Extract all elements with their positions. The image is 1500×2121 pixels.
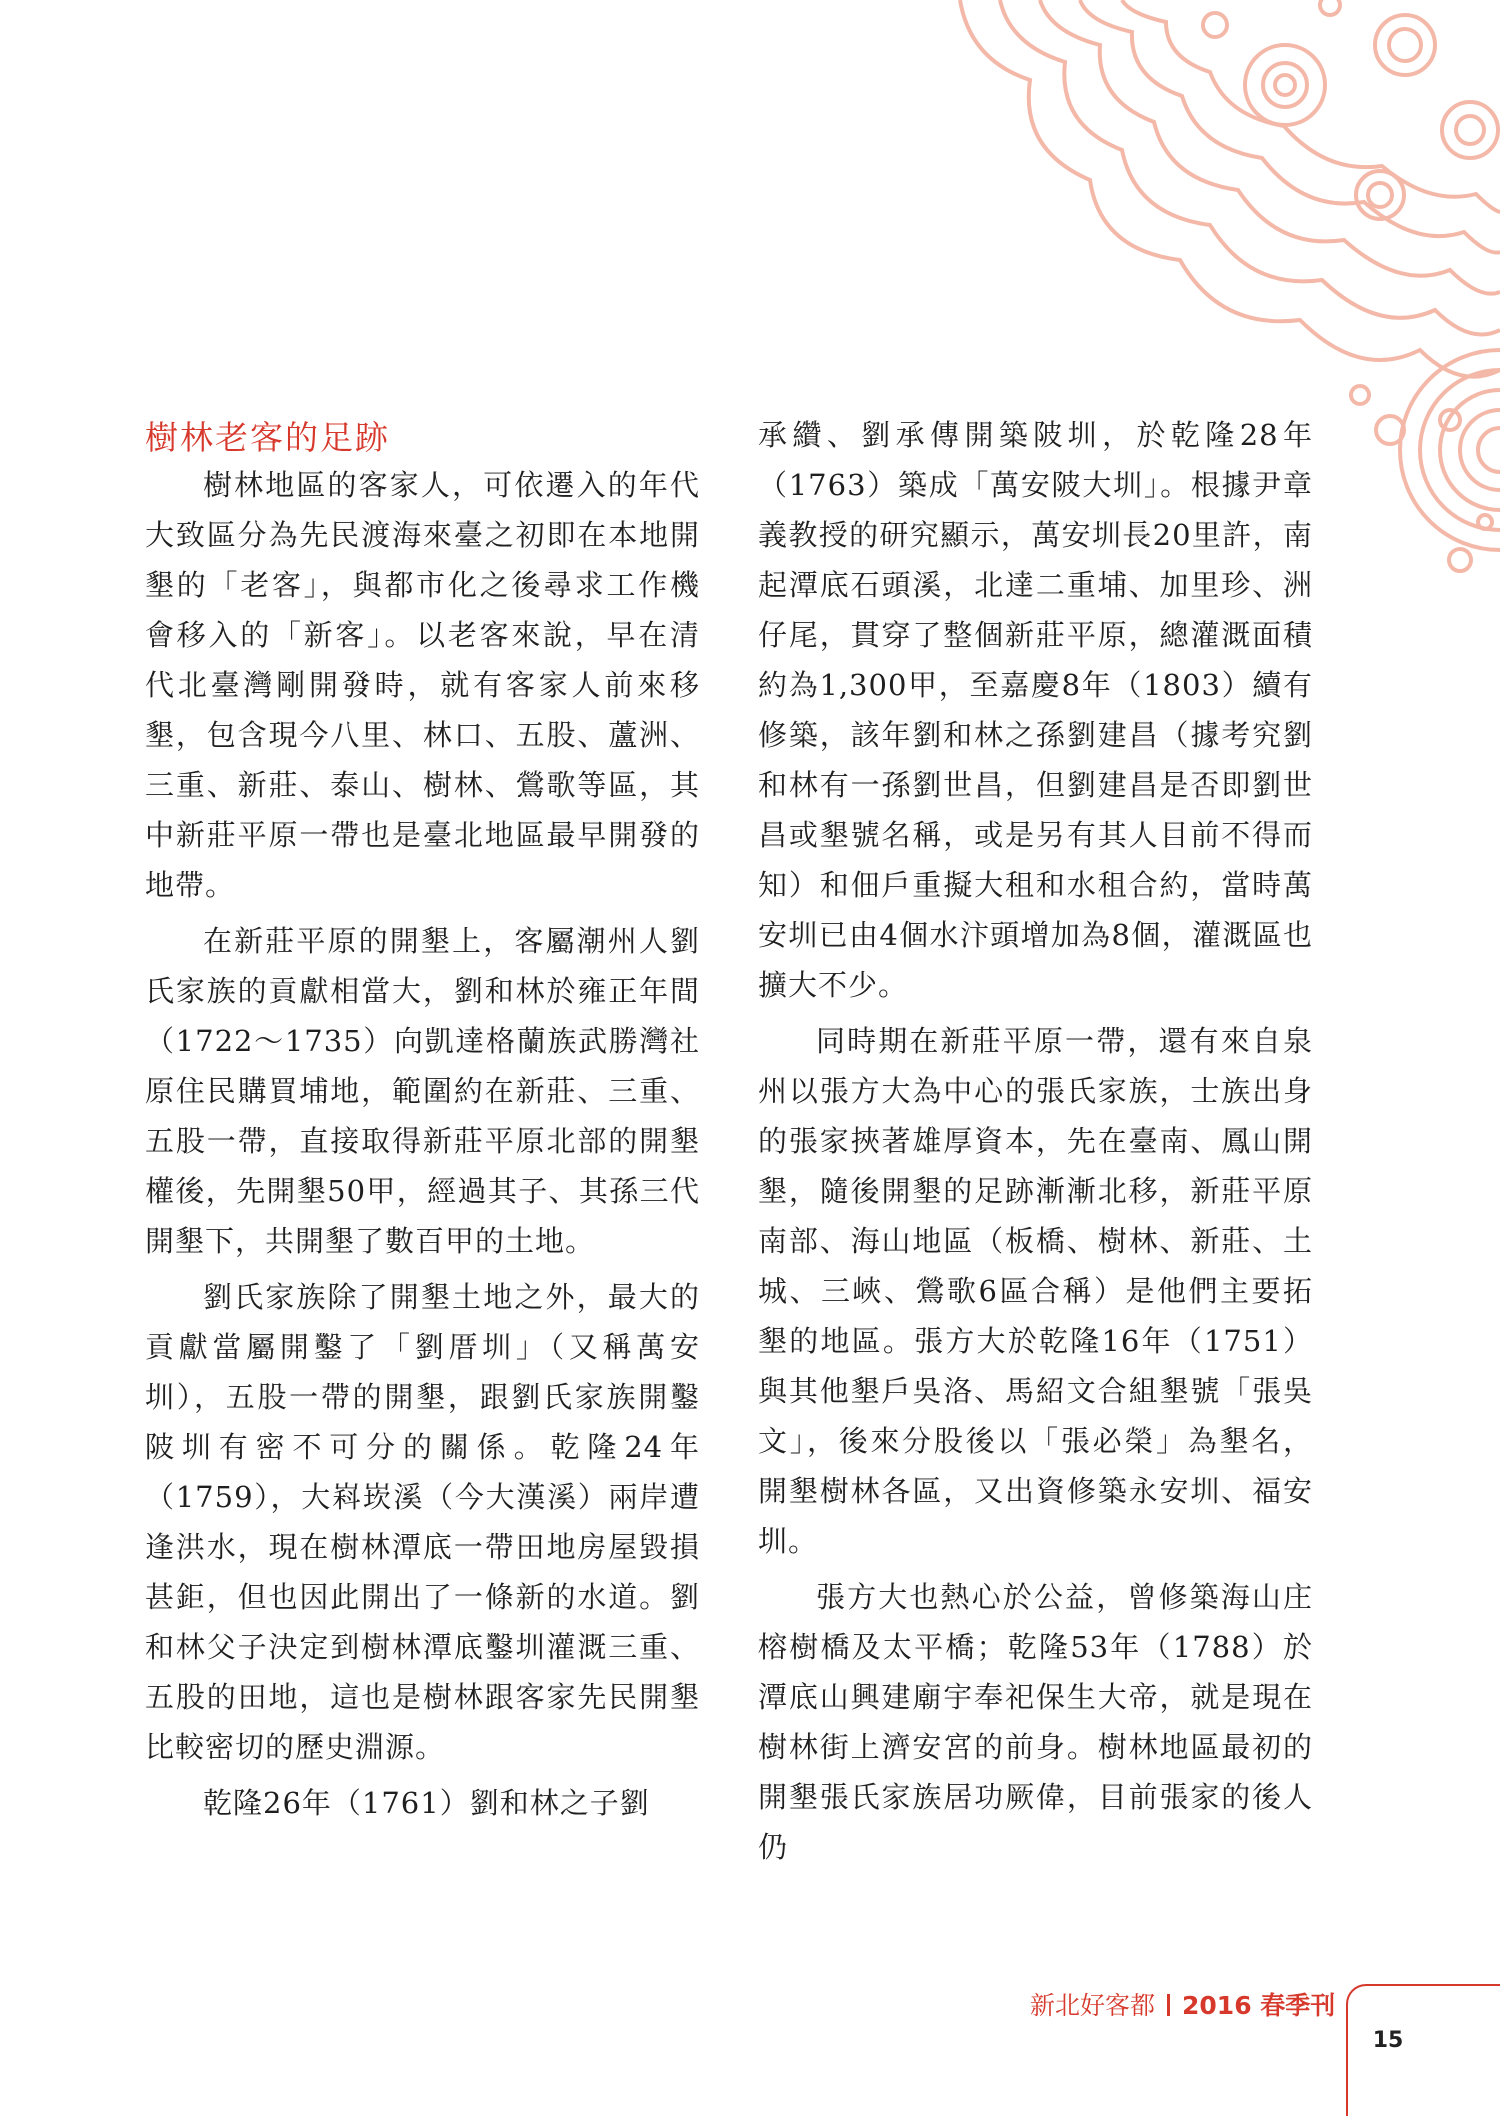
paragraph: 張方大也熱心於公益，曾修築海山庄榕樹橋及太平橋；乾隆53年（1788）於潭底山興建廟宇奉祀保生大帝，就是現在樹林街上濟安宮的前身。樹林地區最初的開墾張氏家族居功厥偉，目前張家的後人仍 (758, 1580, 1313, 1864)
paragraph: 在新莊平原的開墾上，客屬潮州人劉氏家族的貢獻相當大，劉和林於雍正年間（1722～1735）向凱達格蘭族武勝灣社原住民購買埔地，範圍約在新莊、三重、五股一帶，直接取得新莊平原北部的開墾權後，先開墾50甲，經過其子、其孫三代開墾下，共開墾了數百甲的土地。 (145, 924, 700, 1258)
paragraph: 劉氏家族除了開墾土地之外，最大的貢獻當屬開鑿了「劉厝圳」（又稱萬安圳），五股一帶的開墾，跟劉氏家族開鑿陂圳有密不可分的關係。乾隆24年（1759），大嵙崁溪（今大漢溪）兩岸遭逢洪水，現在樹林潭底一帶田地房屋毀損甚鉅，但也因此開出了一條新的水道。劉和林父子決定到樹林潭底鑿圳灌溉三重、五股的田地，這也是樹林跟客家先民開墾比較密切的歷史淵源。 (145, 1280, 700, 1764)
publication-name: 新北好客都 (1030, 1991, 1156, 2020)
left-column (145, 460, 700, 1834)
paragraph-continuation: 承纘、劉承傳開築陂圳，於乾隆28年（1763）築成「萬安陂大圳」。根據尹章義教授的研究顯示，萬安圳長20里許，南起潭底石頭溪，北達二重埔、加里珍、洲仔尾，貫穿了整個新莊平原，總灌溉面積約為1,300甲，至嘉慶8年（1803）續有修築，該年劉和林之孫劉建昌（據考究劉和林有一孫劉世昌，但劉建昌是否即劉世昌或墾號名稱，或是另有其人目前不得而知）和佃戶重擬大租和水租合約，當時萬安圳已由4個水汴頭增加為8個，灌溉區也擴大不少。 (758, 418, 1313, 1002)
paragraph: 乾隆26年（1761）劉和林之子劉 (203, 1786, 650, 1820)
footer-divider (1167, 1994, 1170, 2016)
page-number: 15 (1372, 2028, 1404, 2053)
issue-label: 2016 春季刊 (1182, 1991, 1336, 2020)
paragraph: 同時期在新莊平原一帶，還有來自泉州以張方大為中心的張氏家族，士族出身的張家挾著雄厚資本，先在臺南、鳳山開墾，隨後開墾的足跡漸漸北移，新莊平原南部、海山地區（板橋、樹林、新莊、土城、三峽、鶯歌6區合稱）是他們主要拓墾的地區。張方大於乾隆16年（1751）與其他墾戶吳洛、馬紹文合組墾號「張吳文」，後來分股後以「張必榮」為墾名，開墾樹林各區，又出資修築永安圳、福安圳。 (758, 1024, 1313, 1558)
footer-publication (1030, 1986, 1335, 2022)
paragraph: 樹林地區的客家人，可依遷入的年代大致區分為先民渡海來臺之初即在本地開墾的「老客」，與都市化之後尋求工作機會移入的「新客」。以老客來說，早在清代北臺灣剛開發時，就有客家人前來移墾，包含現今八里、林口、五股、蘆洲、三重、新莊、泰山、樹林、鶯歌等區，其中新莊平原一帶也是臺北地區最早開發的地帶。 (145, 468, 700, 902)
section-heading: 樹林老客的足跡 (145, 418, 390, 457)
right-column (758, 410, 1313, 1878)
